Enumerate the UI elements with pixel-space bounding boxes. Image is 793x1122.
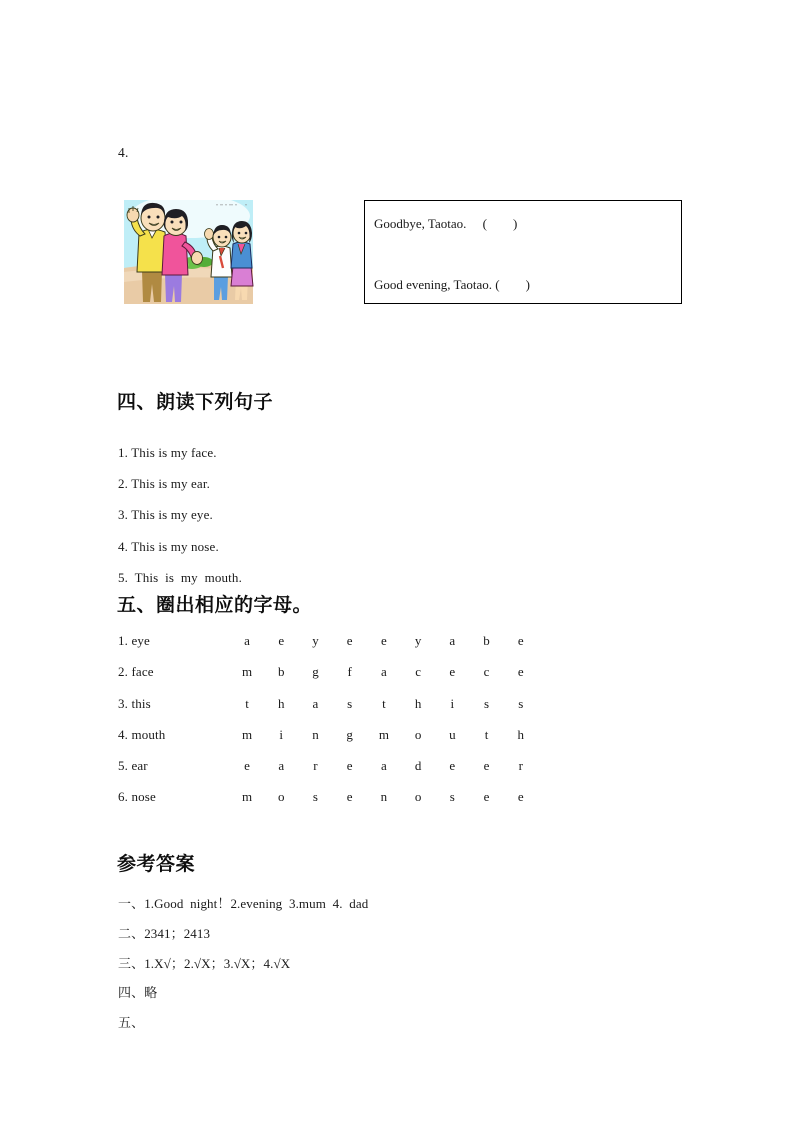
letter-option[interactable]: i <box>450 695 455 711</box>
letter-option[interactable]: e <box>517 664 524 680</box>
section-four-sentence-list <box>118 437 538 593</box>
list-item: 一、1.Good night！2.evening 3.mum 4. dad <box>118 896 369 911</box>
list-item: 三、1.X√；2.√X；3.√X；4.√X <box>118 955 291 971</box>
letter-option[interactable]: e <box>483 758 490 774</box>
letter-option[interactable]: f <box>347 664 353 680</box>
letter-option[interactable]: i <box>279 726 284 742</box>
letter-option[interactable]: e <box>346 758 353 774</box>
letter-choices <box>230 633 538 649</box>
section-five-letter-grid <box>118 633 538 821</box>
answer-key-list <box>118 889 618 1038</box>
letter-choices <box>230 789 538 805</box>
letter-row-word: 5. ear <box>118 758 148 774</box>
letter-option[interactable]: u <box>449 726 456 742</box>
letter-option[interactable]: e <box>278 633 285 648</box>
table-row <box>118 664 538 695</box>
letter-choices <box>230 727 538 743</box>
letter-option[interactable]: c <box>415 664 422 680</box>
letter-option[interactable]: h <box>277 695 285 711</box>
letter-option[interactable]: o <box>277 789 285 805</box>
letter-choices <box>230 696 538 712</box>
question-4-choice-box <box>364 200 682 304</box>
letter-option[interactable]: a <box>278 758 285 774</box>
letter-option[interactable]: g <box>346 726 354 742</box>
letter-option[interactable]: e <box>449 758 456 774</box>
letter-option[interactable]: s <box>484 695 490 711</box>
letter-row-word: 6. nose <box>118 789 156 805</box>
letter-option[interactable]: e <box>346 789 353 805</box>
letter-option[interactable]: a <box>380 758 387 774</box>
letter-option[interactable]: a <box>380 664 387 680</box>
letter-option[interactable]: n <box>312 726 319 742</box>
list-item: 3. This is my eye. <box>118 507 213 523</box>
letter-option[interactable]: o <box>414 726 422 742</box>
letter-option[interactable]: e <box>346 633 353 648</box>
list-item: 四、略 <box>118 985 158 1001</box>
letter-option[interactable]: m <box>241 664 253 680</box>
letter-option[interactable]: o <box>414 789 422 805</box>
table-row <box>118 727 538 758</box>
letter-option[interactable]: t <box>382 695 386 711</box>
letter-option[interactable]: e <box>449 664 456 680</box>
table-row <box>118 789 538 820</box>
letter-option[interactable]: h <box>517 726 525 742</box>
list-item: 二、2341；2413 <box>118 925 211 941</box>
list-item: 2. This is my ear. <box>118 476 211 492</box>
table-row <box>118 633 538 664</box>
letter-option[interactable]: c <box>483 664 490 680</box>
letter-option[interactable]: e <box>517 789 524 805</box>
letter-option[interactable]: r <box>518 758 524 774</box>
letter-option[interactable]: a <box>244 633 251 648</box>
letter-option[interactable]: e <box>244 758 251 774</box>
letter-option[interactable]: e <box>517 633 524 648</box>
letter-option[interactable]: a <box>312 695 319 711</box>
list-item: 五、 <box>118 1015 145 1031</box>
list-item: 1. This is my face. <box>118 445 217 460</box>
question-4-number: 4. <box>118 145 129 160</box>
letter-option[interactable]: s <box>449 789 456 805</box>
letter-choices <box>230 664 538 680</box>
letter-row-word: 2. face <box>118 664 154 680</box>
section-four-heading: 四、朗读下列句子 <box>117 391 274 413</box>
letter-option[interactable]: e <box>483 789 490 805</box>
letter-option[interactable]: t <box>245 695 250 711</box>
table-row <box>118 696 538 727</box>
letter-option[interactable]: b <box>277 664 285 680</box>
list-item: 5. This is my mouth. <box>118 569 242 585</box>
section-five-heading: 五、圈出相应的字母。 <box>117 594 313 616</box>
letter-row-word: 4. mouth <box>118 726 166 742</box>
list-item: 4. This is my nose. <box>118 538 219 554</box>
letter-option[interactable]: s <box>312 789 319 805</box>
question-4-illustration <box>120 196 257 308</box>
letter-option[interactable]: y <box>414 633 422 648</box>
goodbye-scene-image <box>120 196 257 308</box>
letter-option[interactable]: r <box>313 758 318 774</box>
letter-option[interactable]: n <box>380 789 388 805</box>
letter-option[interactable]: t <box>484 726 489 742</box>
letter-option[interactable]: m <box>241 789 253 805</box>
choice-option-goodbye[interactable]: Goodbye, Taotao. ( ) <box>374 216 518 231</box>
letter-option[interactable]: m <box>241 726 253 742</box>
letter-option[interactable]: s <box>518 695 524 711</box>
letter-row-word: 3. this <box>118 695 151 711</box>
letter-option[interactable]: y <box>312 633 319 648</box>
letter-row-word: 1. eye <box>118 633 150 648</box>
letter-option[interactable]: d <box>414 758 422 774</box>
letter-option[interactable]: s <box>347 695 353 711</box>
table-row <box>118 758 538 789</box>
letter-option[interactable]: g <box>312 664 319 680</box>
letter-option[interactable]: b <box>483 633 490 648</box>
letter-option[interactable]: e <box>380 633 387 648</box>
letter-option[interactable]: a <box>449 633 456 648</box>
letter-choices <box>230 758 538 774</box>
answer-key-heading: 参考答案 <box>117 853 196 875</box>
letter-option[interactable]: m <box>378 726 390 742</box>
letter-option[interactable]: h <box>414 695 422 711</box>
choice-option-good-evening[interactable]: Good evening, Taotao. ( ) <box>374 277 530 292</box>
